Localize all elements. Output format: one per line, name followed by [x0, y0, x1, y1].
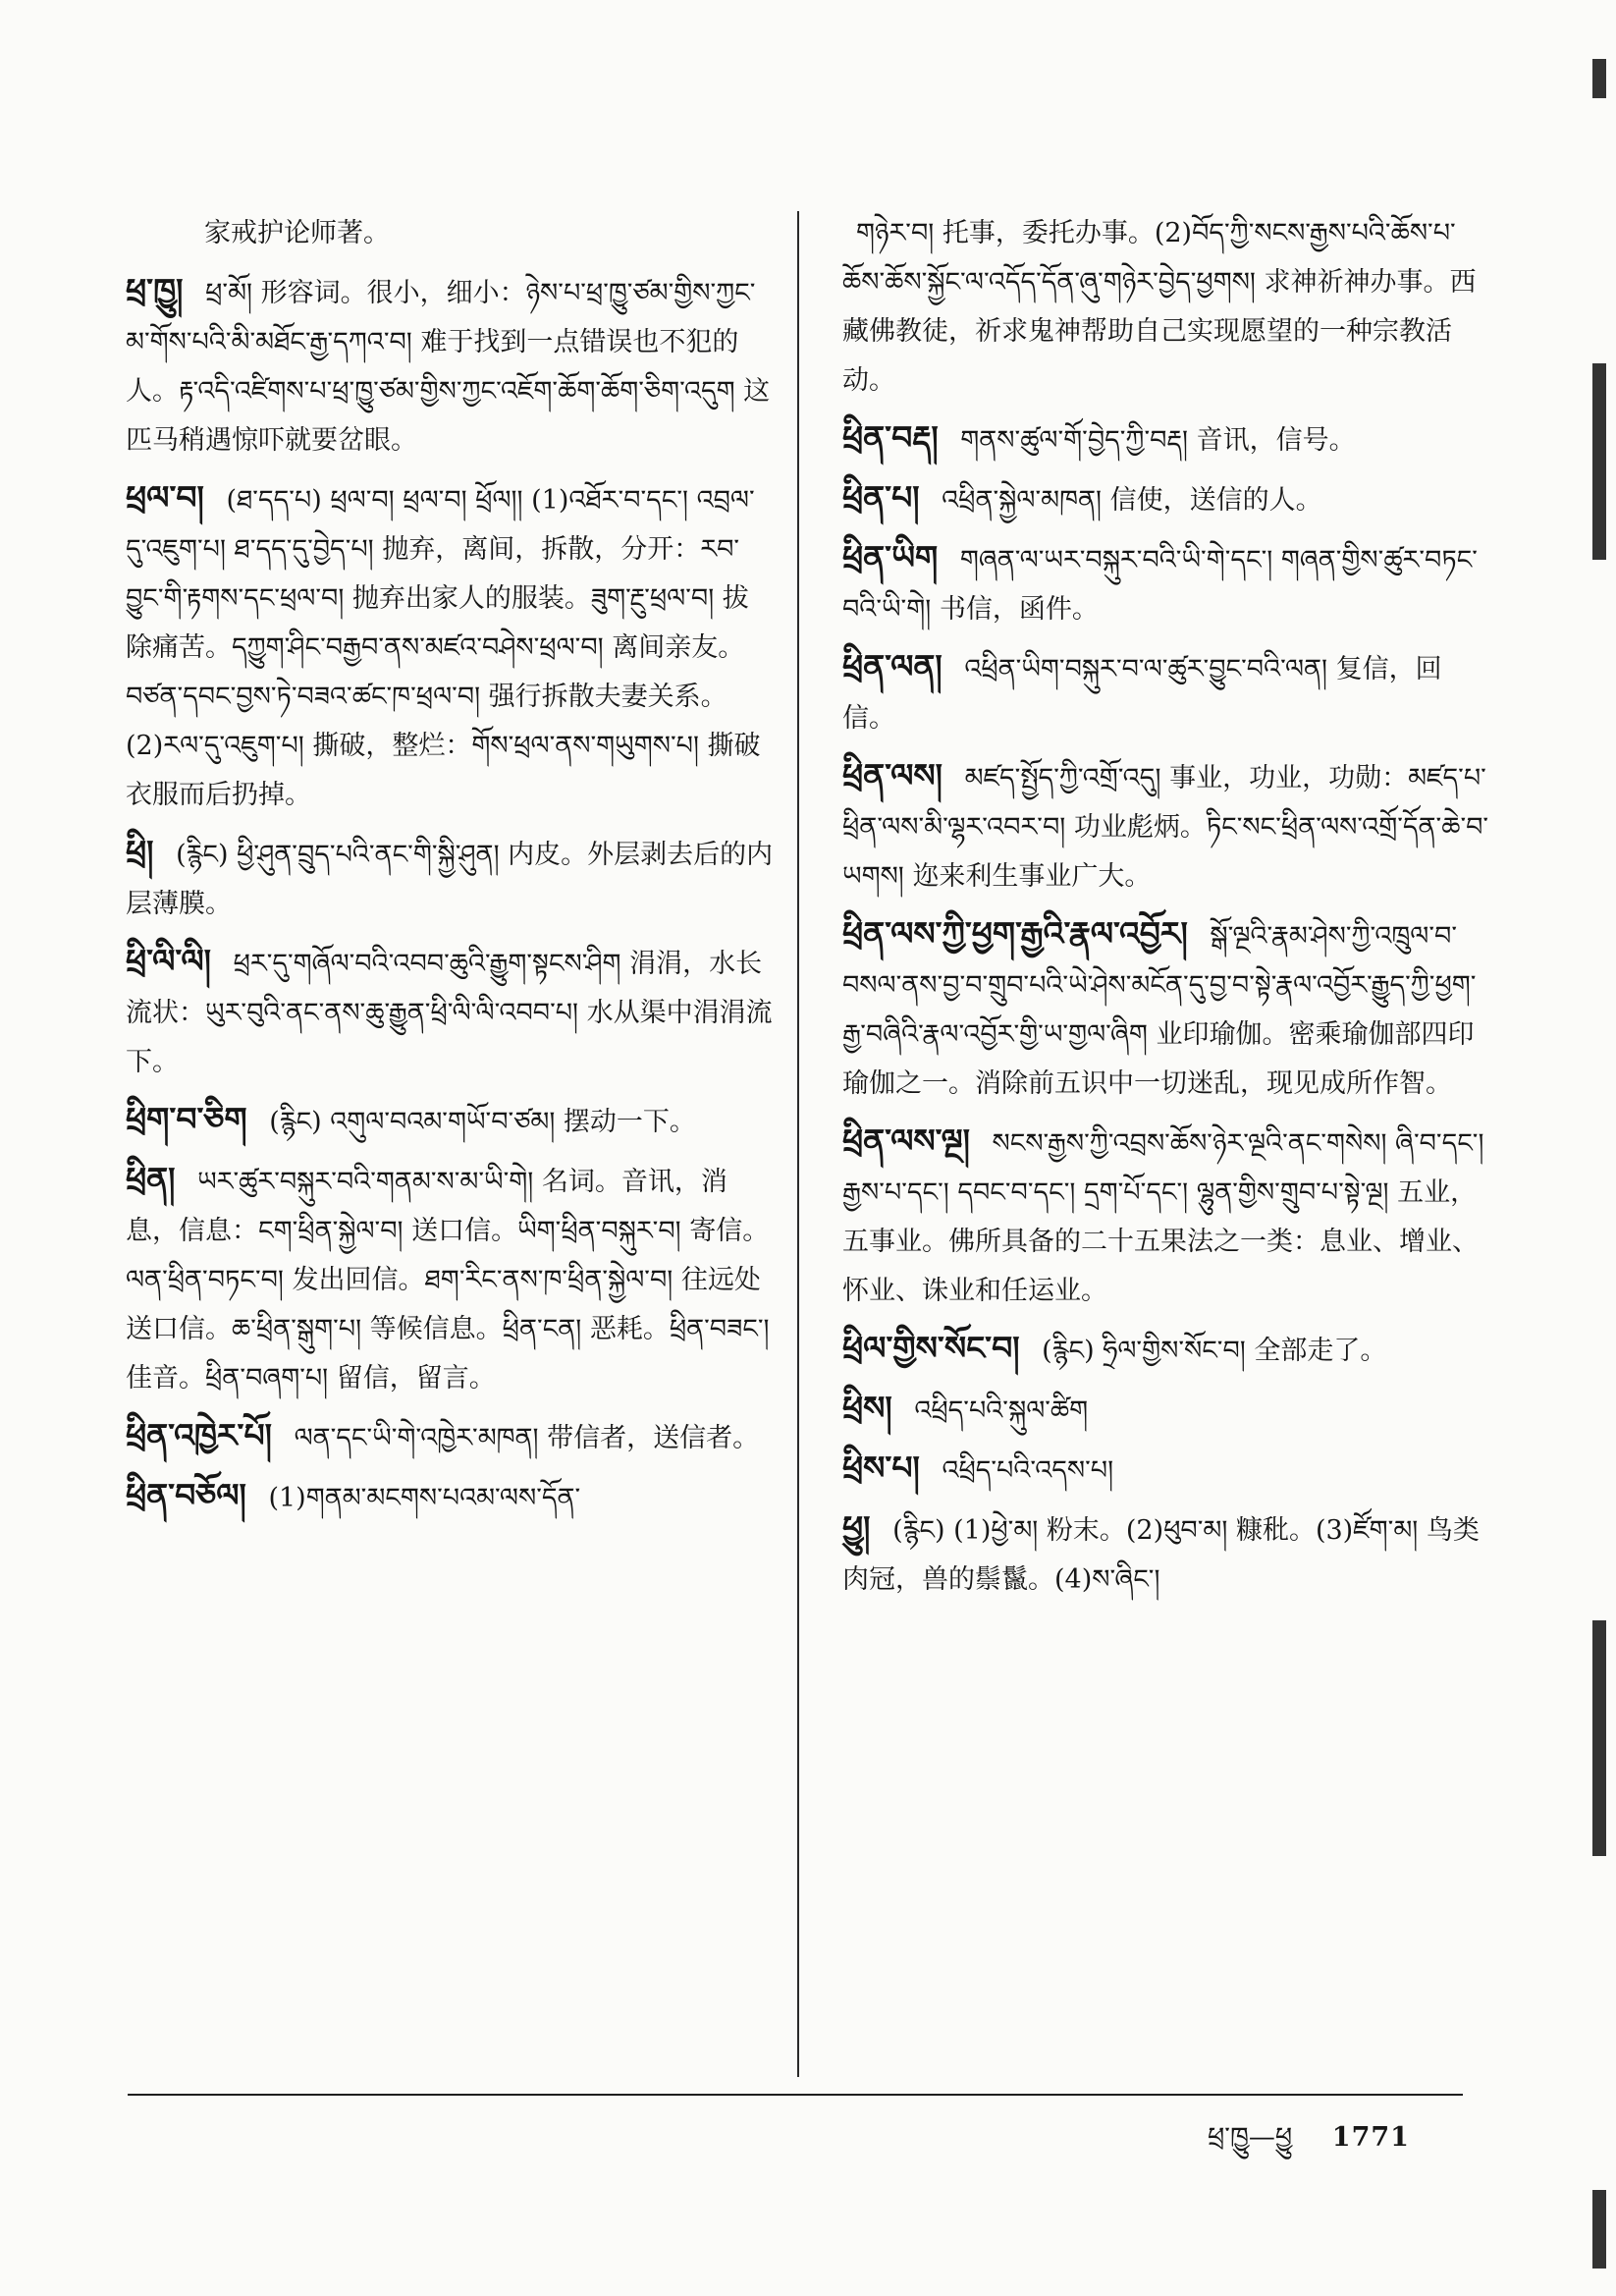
entry [126, 206, 774, 258]
headword: ཕྲིན་ལས། [842, 756, 943, 794]
definition: ཕྲར་དུ་གཞོལ་བའི་འབབ་ཆུའི་རྒྱུག་སྟངས་ཤིག 涓涓，水长流状：ཡུར་བུའི་ནང་ནས་ཆུ་རྒྱུན་ཕྲི་ལི་ལི་འབབ་པ། 水从渠中涓涓流下。 [126, 949, 773, 1077]
binding-mark [1592, 2190, 1606, 2269]
binding-mark [1592, 363, 1606, 560]
entry [842, 1444, 1490, 1496]
headword: ཕྲིན་བརྡ། [842, 418, 939, 457]
headword: ཕྲིག་བ་ཅིག [126, 1100, 247, 1138]
headword: ཕྲིས་པ། [842, 1449, 920, 1487]
entry [126, 937, 774, 1087]
definition: འཕྲིན་སྐྱེལ་མཁན། 信使，送信的人。 [942, 485, 1322, 516]
entry [842, 206, 1490, 406]
definition: (རྙིང) འགུལ་བའམ་གཡོ་བ་ཙམ། 摆动一下。 [269, 1107, 696, 1137]
binding-edge [1577, 0, 1616, 2296]
entry [842, 473, 1490, 525]
definition: ལན་དང་ཡི་གེ་འཁྱེར་མཁན། 带信者，送信者。 [294, 1423, 760, 1453]
entry [842, 642, 1490, 743]
definition: (རྙིང) (1)ཕྱེ་མ། 粉末。(2)ཕུབ་མ། 糠秕。(3)ཛོག་མ། 鸟类肉冠，兽的鬃鬣。(4)ས་ཞིང་། [842, 1515, 1480, 1595]
right-column [842, 206, 1490, 1613]
headword: ཕྲིན་ལས་ལྔ། [842, 1121, 970, 1160]
headword: ཕྲིན་ལས་ཀྱི་ཕྱག་རྒྱའི་རྣལ་འབྱོར། [842, 914, 1188, 953]
headword: ཕྲ་ཁྱུ། [126, 271, 184, 309]
headword: ཕྲིན་འཁྱེར་པོ། [126, 1416, 272, 1454]
definition: འཕྲིན་ཡིག་བསྐུར་བ་ལ་ཚུར་བྱུང་བའི་ལན། 复信，回信。 [842, 654, 1442, 734]
entry [842, 1384, 1490, 1436]
entry [842, 533, 1490, 634]
definition: གཉེར་བ། 托事，委托办事。(2)བོད་ཀྱི་སངས་རྒྱས་པའི་ཆོས་པ་ཆོས་ཆོས་སྐྱོང་ལ་འདོད་དོན་ཞུ་གཉེར་བྱེད་ཕྱགས། 求神祈神办事。西藏佛教徒，祈求鬼神帮助自己实现愿望的一种宗教活动。 [842, 218, 1477, 396]
definition: (1)གནམ་མངགས་པའམ་ལས་དོན་ [268, 1483, 581, 1513]
entry [126, 473, 774, 820]
definition: མཛད་སྤྱོད་ཀྱི་འགྲོ་འདུ། 事业，功业，功勋：མཛད་པ་ཕྲིན་ལས་མི་ལྷར་འབར་བ། 功业彪炳。ཏིང་སང་ཕྲིན་ལས་འགྲོ་དོན་ཆེ་བ་ཡགས། 迩来利生事业广大。 [842, 763, 1489, 892]
definition: (ཐ་དད་པ) ཕྲལ་བ། ཕྲལ་བ། ཕྲོལ།། (1)འཐོར་བ་དང་། འབྲལ་དུ་འཇུག་པ། ཐ་དད་དུ་བྱེད་པ། 抛弃，离间，拆散，分开：རབ་བྱུང་གི་རྟགས་དང་ཕྲལ་བ། 抛弃出家人的服装。ཟུག་རྔུ་ཕྲལ་བ། 拔除痛苦。དཀྱུག་ཤིང་བརྒྱབ་ནས་མཛའ་བཤེས་ཕྲལ་བ། 离间亲友。བཙན་དབང་བྱས་ཏེ་བཟའ་ཚང་ཁ་ཕྲལ་བ། 强行拆散夫妻关系。(2)རལ་དུ་འཇུག་པ། 撕破，整烂：གོས་ཕྲལ་ནས་གཡུགས་པ། 撕破衣服而后扔掉。 [126, 485, 761, 810]
definition: སྒོ་ལྔའི་རྣམ་ཤེས་ཀྱི་འཁྲུལ་བ་བསལ་ནས་བྱ་བ་གྲུབ་པའི་ཡེ་ཤེས་མངོན་དུ་བྱ་བ་སྟེ་རྣལ་འབྱོར་རྒྱུད་ཀྱི་ཕྱག་རྒྱ་བཞིའི་རྣལ་འབྱོར་གྱི་ཡ་གྱལ་ཞིག 业印瑜伽。密乘瑜伽部四印瑜伽之一。消除前五识中一切迷乱，现见成所作智。 [842, 921, 1477, 1099]
headword: ཕྲིན་ཡིག [842, 538, 939, 576]
definition: འཕྲིད་པའི་འདས་པ། [942, 1455, 1114, 1486]
entry [842, 1324, 1490, 1376]
headword: ཕྱུ། [842, 1508, 871, 1547]
page-range: ཕྲ་ཁྱུ—ཕྱུ [1208, 2122, 1293, 2153]
definition: གཞན་ལ་ཡར་བསྐུར་བའི་ཡི་གེ་དང་། གཞན་གྱིས་ཚུར་བཏང་བའི་ཡི་གེ། 书信，函件。 [842, 545, 1478, 625]
entry [842, 751, 1490, 902]
definition: (རྙིང) ཕྱི་ཤུན་བྲུད་པའི་ནང་གི་སྐྱི་ཤུན། 内皮。外层剥去后的内层薄膜。 [126, 840, 774, 919]
entry [842, 413, 1490, 465]
left-column [126, 206, 774, 1531]
page-number: 1771 [1331, 2122, 1410, 2153]
footer-rule [128, 2094, 1463, 2096]
headword: ཕྲལ་བ། [126, 478, 204, 517]
column-divider [797, 211, 799, 2077]
entry [842, 1117, 1490, 1316]
binding-mark [1592, 59, 1606, 98]
headword: ཕྲིན་བཅོལ། [126, 1476, 246, 1514]
definition: སངས་རྒྱས་ཀྱི་འབྲས་ཆོས་ཉེར་ལྔའི་ནང་གསེས། ཞི་བ་དང་། རྒྱས་པ་དང་། དབང་བ་དང་། དྲག་པོ་དང་། ལྷུན་གྱིས་གྲུབ་པ་སྟེ་ལྔ། 五业，五事业。佛所具备的二十五果法之一类：息业、增业、怀业、诛业和任运业。 [842, 1128, 1484, 1306]
entry [126, 1411, 774, 1463]
entry [126, 1155, 774, 1403]
entry [126, 266, 774, 465]
page-footer [1208, 2107, 1410, 2182]
headword: ཕྲིན། [126, 1160, 176, 1198]
definition: 家戒护论师著。 [204, 218, 390, 248]
binding-mark [1592, 1620, 1606, 1856]
headword: ཕྲི། [126, 833, 154, 871]
entry [842, 909, 1490, 1109]
definition: གནས་ཚུལ་གོ་བྱེད་ཀྱི་བརྡ། 音讯，信号。 [960, 425, 1356, 456]
entry [842, 1503, 1490, 1605]
headword: ཕྲིས། [842, 1389, 892, 1427]
entry [126, 828, 774, 929]
definition: འཕྲིད་པའི་སྐུལ་ཚིག [914, 1395, 1089, 1426]
headword: ཕྲིལ་གྱིས་སོང་བ། [842, 1329, 1020, 1367]
headword: ཕྲི་ལི་ལི། [126, 942, 211, 980]
headword: ཕྲིན་ལན། [842, 647, 943, 685]
headword: ཕྲིན་པ། [842, 478, 920, 517]
definition: ཕྲ་མོ། 形容词。很小，细小：ཉེས་པ་ཕྲ་ཁྱུ་ཙམ་གྱིས་ཀྱང་མ་གོས་པའི་མི་མཐོང་རྒྱ་དཀའ་བ། 难于找到一点错误也不犯的人。རྟ་འདི་འཛིགས་པ་ཕྲ་ཁྱུ་ཙམ་གྱིས་ཀྱང་འཇོག་ཆོག་ཆོག་ཅིག་འདུག 这匹马稍遇惊吓就要岔眼。 [126, 278, 771, 456]
definition: (རྙིང) ཧྲིལ་གྱིས་སོང་བ། 全部走了。 [1042, 1336, 1387, 1366]
entry [126, 1471, 774, 1523]
entry [126, 1095, 774, 1147]
definition: ཡར་ཚུར་བསྐུར་བའི་གནམ་ས་མ་ཡི་གེ། 名词。音讯，消息，信息：ངག་ཕྲིན་སྐྱེལ་བ། 送口信。ཡིག་ཕྲིན་བསྐུར་བ། 寄信。ལན་ཕྲིན་བཏང་བ། 发出回信。ཐག་རིང་ནས་ཁ་ཕྲིན་སྐྱེལ་བ། 往远处送口信。ཆ་ཕྲིན་སྒུག་པ། 等候信息。ཕྲིན་ངན། 恶耗。ཕྲིན་བཟང་། 佳音。ཕྲིན་བཞག་པ། 留信，留言。 [126, 1167, 770, 1394]
